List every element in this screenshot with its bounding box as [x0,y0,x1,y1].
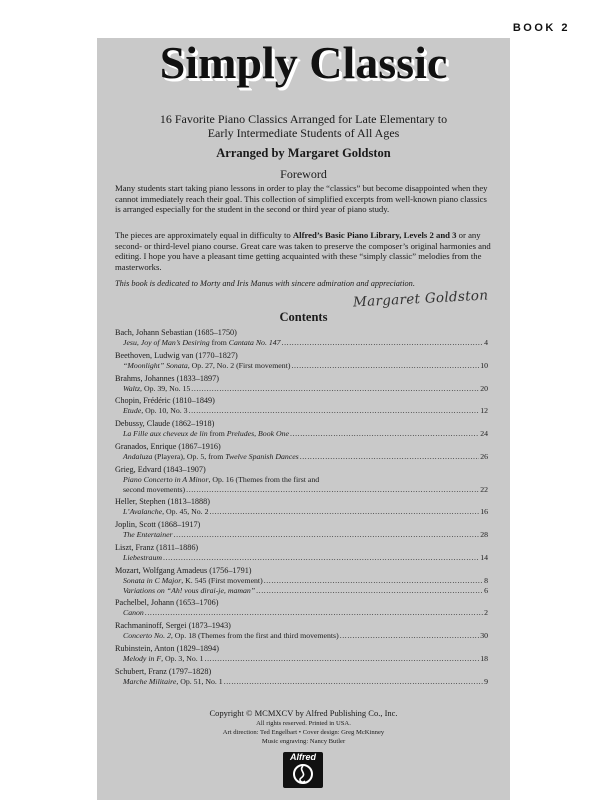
logo-text: Alfred [289,752,316,762]
composer-name: Brahms, Johannes (1833–1897) [115,373,219,383]
contents-entry [115,566,488,596]
piece-row [115,553,488,563]
engraving-credit: Music engraving: Nancy Butler [261,738,346,745]
footer [97,708,510,746]
piece-row [115,507,488,517]
leader-dots [264,576,483,586]
book-label: BOOK 2 [512,22,570,34]
signature: Margaret Goldston [352,287,489,311]
contents-entry [115,621,488,641]
contents-heading: Contents [279,310,328,324]
piece-title: “Moonlight” Sonata, Op. 27, No. 2 (First movement) [123,360,291,370]
composer-name: Liszt, Franz (1811–1886) [115,542,199,552]
piece-row [115,361,488,371]
page-number: 2 [484,608,488,618]
composer-name: Granados, Enrique (1867–1916) [115,441,221,451]
leader-dots [282,338,484,348]
book-title: Simply Classic [159,37,448,88]
foreword-paragraph-2 [115,230,493,272]
leader-dots [191,384,479,394]
contents-entry [115,351,488,371]
piece-row [115,677,488,687]
piece-title: The Entertainer [123,530,173,540]
contents-entry [115,419,488,439]
piece-title: Concerto No. 2, Op. 18 (Themes from the first and third movements) [123,631,339,641]
subtitle-line-2: Early Intermediate Students of All Ages [207,126,400,140]
piece-row [115,608,488,618]
page-number: 6 [484,585,488,595]
leader-dots [189,406,480,416]
piece-row [115,654,488,664]
publisher-logo-icon [283,752,323,788]
leader-dots [163,553,479,563]
contents-entry [115,497,488,517]
piece-title: Etude, Op. 10, No. 3 [123,406,188,416]
contents-entry [115,396,488,416]
page-number: 8 [484,575,488,585]
leader-dots [145,608,483,618]
composer-name: Mozart, Wolfgang Amadeus (1756–1791) [115,565,252,575]
page-number: 26 [480,451,488,461]
page-number: 10 [480,360,488,370]
contents-entry [115,328,488,348]
contents-entry [115,442,488,462]
piece-title: Marche Militaire, Op. 51, No. 1 [123,676,223,686]
page-number: 18 [480,653,488,663]
composer-name: Chopin, Frédéric (1810–1849) [115,396,215,406]
piece-row [115,452,488,462]
page-number: 12 [480,406,488,416]
foreword-text: or any second- or third-level piano course. Great care was taken to preserve the composer’s original harmonies and editing. I hope you have a pleasant time getting acquainted with these “simply classic” melodies from the masterworks. [115,230,491,272]
contents-entry [115,644,488,664]
composer-name: Rubinstein, Anton (1829–1894) [115,643,219,653]
foreword-heading: Foreword [280,167,327,181]
piece-title-line: Piano Concerto in A Minor, Op. 16 (Themes from the first and [123,474,320,484]
composer-name: Heller, Stephen (1813–1888) [115,497,210,507]
contents-entry [115,465,488,495]
piece-title: Melody in F, Op. 3, No. 1 [123,653,204,663]
course-reference: Alfred’s Basic Piano Library, Levels 2 and 3 [292,230,457,240]
leader-dots [340,631,480,641]
contents-entry [115,667,488,687]
piece-title: Andaluza (Playera), Op. 5, from Twelve Spanish Dances [123,451,299,461]
piece-title: La Fille aux cheveux de lin from Preludes, Book One [123,429,290,439]
subtitle [97,112,510,140]
piece-title: L’Avalanche, Op. 45, No. 2 [123,507,209,517]
contents-entry [115,374,488,394]
piece-title: Variations on “Ah! vous dirai-je, maman” [123,585,256,595]
page-number: 28 [480,530,488,540]
page-number: 14 [480,552,488,562]
piece-title: Waltz, Op. 39, No. 15 [123,383,191,393]
page-number: 9 [484,676,488,686]
leader-dots [256,586,483,596]
piece-row [115,485,488,495]
leader-dots [209,507,479,517]
composer-name: Beethoven, Ludwig van (1770–1827) [115,350,238,360]
leader-dots [291,361,479,371]
contents-entry [115,543,488,563]
piece-title: second movements) [123,484,186,494]
piece-row [115,530,488,540]
art-credits: Art direction: Ted Engelbart • Cover design: Greg McKinney [222,729,385,736]
piece-title: Sonata in C Major, K. 545 (First movement) [123,575,263,585]
piece-row [115,384,488,394]
page-number: 16 [480,507,488,517]
piece-row [115,338,488,348]
composer-name: Pachelbel, Johann (1653–1706) [115,598,219,608]
piece-row [115,631,488,641]
piece-row [115,576,488,586]
leader-dots [186,485,479,495]
composer-name: Bach, Johann Sebastian (1685–1750) [115,328,237,337]
treble-clef-icon [288,763,318,785]
subtitle-line-1: 16 Favorite Piano Classics Arranged for Late Elementary to [159,112,448,126]
piece-row [115,586,488,596]
arranger-credit: Arranged by Margaret Goldston [216,146,391,160]
page-number: 4 [484,338,488,347]
page-number: 22 [480,484,488,494]
foreword-paragraph-1: Many students start taking piano lessons in order to play the “classics” but become disappointed when they cannot immediately reach their goal. This collection of simplified excerpts from well-known piano classics is arranged especially for the student in the second or third year of piano study. [115,183,488,214]
composer-name: Joplin, Scott (1868–1917) [115,520,201,530]
composer-name: Debussy, Claude (1862–1918) [115,419,215,429]
page-number: 20 [480,383,488,393]
composer-name: Grieg, Edvard (1843–1907) [115,464,206,474]
leader-dots [290,429,479,439]
contents-list [115,328,488,690]
contents-entry [115,520,488,540]
dedication: This book is dedicated to Morty and Iris Manus with sincere admiration and appreciation. [115,279,415,288]
foreword-text: The pieces are approximately equal in difficulty to [115,230,293,240]
piece-title: Jesu, Joy of Man’s Desiring from Cantata No. 147 [123,338,281,347]
leader-dots [205,654,480,664]
piece-row [115,429,488,439]
leader-dots [174,530,480,540]
composer-name: Schubert, Franz (1797–1828) [115,666,212,676]
piece-title: Liebestraum [123,552,162,562]
piece-row [115,406,488,416]
page-number: 24 [480,429,488,439]
contents-entry [115,598,488,618]
composer-name: Rachmaninoff, Sergei (1873–1943) [115,621,231,631]
page-number: 30 [480,631,488,641]
piece-title: Canon [123,608,144,618]
leader-dots [300,452,480,462]
rights-notice: All rights reserved. Printed in USA. [256,720,351,727]
leader-dots [224,677,483,687]
copyright-notice: Copyright © MCMXCV by Alfred Publishing Co., Inc. [209,708,398,718]
